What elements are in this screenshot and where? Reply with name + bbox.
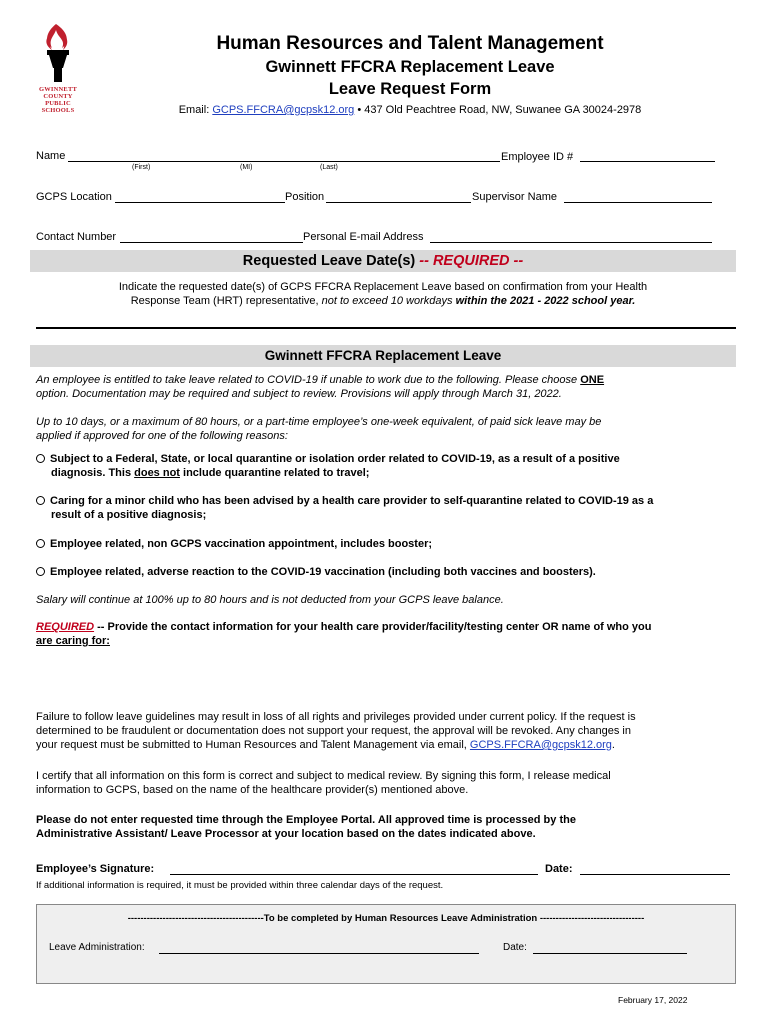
position-field[interactable] (326, 202, 471, 203)
leave-admin-field[interactable] (159, 953, 479, 954)
personal-email-label: Personal E-mail Address (303, 231, 424, 243)
option-quarantine[interactable] (36, 452, 742, 480)
upto-text (36, 415, 742, 443)
supervisor-label: Supervisor Name (472, 191, 557, 203)
upto-line-2: applied if approved for one of the following reasons: (36, 430, 288, 442)
section-divider (36, 327, 736, 329)
required-text: -- Provide the contact information for your health care provider/facility/testing center OR name of who you (94, 621, 652, 633)
intro-text-2: option. Documentation may be required and subject to review. Provisions will apply through March 31, 2022. (36, 388, 562, 400)
option-text: result of a positive diagnosis; (51, 509, 207, 521)
leave-admin-label: Leave Administration: (49, 942, 145, 953)
failure-line: Failure to follow leave guidelines may result in loss of all rights and privileges provided under current policy. If the request is (36, 711, 636, 723)
name-field[interactable] (68, 161, 500, 162)
ffcra-intro (36, 373, 742, 401)
name-label: Name (36, 150, 66, 162)
option-text: Employee related, adverse reaction to the COVID-19 vaccination (including both vaccines and boosters). (50, 566, 596, 578)
requested-dates-header (30, 250, 736, 272)
last-label: (Last) (320, 164, 338, 171)
hr-date-field[interactable] (533, 953, 687, 954)
hr-heading: -------------------------------------------To be completed by Human Resources Leave Administration --------------------------------- (127, 913, 645, 924)
address: • 437 Old Peachtree Road, NW, Suwanee GA 30024-2978 (354, 104, 642, 116)
radio-icon[interactable] (36, 454, 45, 463)
signature-date-field[interactable] (580, 874, 730, 875)
logo-line: GWINNETT (38, 86, 78, 93)
failure-line: your request must be submitted to Human Resources and Talent Management via email, (36, 739, 470, 751)
portal-note (36, 813, 742, 841)
personal-email-field[interactable] (430, 242, 712, 243)
certify-line: information to GCPS, based on the name of the healthcare provider(s) mentioned above. (36, 784, 469, 796)
option-adverse-reaction[interactable] (36, 565, 742, 579)
option-text: Subject to a Federal, State, or local quarantine or isolation order related to COVID-19, as a result of a positive (50, 453, 620, 465)
requested-heading: Requested Leave Date(s) (242, 253, 416, 269)
certify-paragraph (36, 769, 742, 797)
option-vaccination[interactable] (36, 537, 742, 551)
first-label: (First) (132, 164, 151, 171)
employee-id-field[interactable] (580, 161, 715, 162)
logo-line: SCHOOLS (41, 107, 75, 114)
intro-one: ONE (580, 374, 605, 386)
requested-instructions (30, 280, 736, 308)
form-subtitle: Gwinnett FFCRA Replacement Leave (265, 58, 555, 76)
portal-line: Please do not enter requested time through the Employee Portal. All approved time is processed by the (36, 814, 576, 826)
provider-info-field[interactable] (36, 654, 736, 704)
requested-line-2a: Response Team (HRT) representative, (130, 295, 322, 307)
radio-icon[interactable] (36, 539, 45, 548)
position-label: Position (285, 191, 325, 203)
option-text: diagnosis. This (51, 467, 135, 479)
email-prefix: Email: (178, 104, 213, 116)
requested-line-2 (30, 294, 736, 308)
failure-paragraph (36, 710, 742, 752)
location-label: GCPS Location (36, 191, 112, 203)
hr-admin-box (36, 904, 736, 984)
required-label: REQUIRED (36, 621, 95, 633)
location-field[interactable] (115, 202, 285, 203)
logo-line: PUBLIC (45, 100, 71, 107)
signature-note: If additional information is required, it must be provided within three calendar days of the request. (36, 880, 444, 891)
logo-line: COUNTY (43, 93, 73, 100)
intro-text: An employee is entitled to take leave related to COVID-19 if unable to work due to the following. Please choose (36, 374, 581, 386)
requested-line: Indicate the requested date(s) of GCPS FFCRA Replacement Leave based on confirmation from your Health (118, 281, 648, 293)
portal-line: Administrative Assistant/ Leave Processor at your location based on the dates indicated above. (36, 828, 536, 840)
ffcra-header: Gwinnett FFCRA Replacement Leave (30, 345, 736, 367)
failure-line: determined to be fraudulent or documentation does not support your request, the approval will be revoked. Any changes in (36, 725, 631, 737)
signature-label: Employee’s Signature: (36, 863, 155, 875)
required-provider-info (36, 620, 742, 648)
required-marker: -- REQUIRED -- (415, 253, 524, 269)
option-text: Employee related, non GCPS vaccination appointment, includes booster; (50, 538, 433, 550)
option-text: include quarantine related to travel; (179, 467, 370, 479)
page-title: Human Resources and Talent Management (216, 33, 604, 54)
contact-line (0, 104, 770, 116)
option-emphasis: does not (134, 467, 180, 479)
salary-note (36, 593, 742, 607)
radio-icon[interactable] (36, 496, 45, 505)
email-link[interactable]: GCPS.FFCRA@gcpsk12.org (212, 104, 355, 116)
salary-text: Salary will continue at 100% up to 80 hours and is not deducted from your GCPS leave balance. (36, 594, 504, 606)
hr-date-label: Date: (503, 942, 527, 953)
contact-label: Contact Number (36, 231, 117, 243)
radio-icon[interactable] (36, 567, 45, 576)
contact-field[interactable] (120, 242, 303, 243)
supervisor-field[interactable] (564, 202, 712, 203)
signature-field[interactable] (170, 874, 538, 875)
footer-date: February 17, 2022 (618, 995, 688, 1005)
failure-period: . (611, 739, 615, 751)
option-text: Caring for a minor child who has been advised by a health care provider to self-quarantine related to COVID-19 as a (50, 495, 654, 507)
mi-label: (MI) (240, 164, 253, 171)
requested-line-2b: not to exceed 10 workdays (321, 295, 456, 307)
required-text-2: are caring for: (36, 635, 110, 647)
employee-id-label: Employee ID # (501, 151, 574, 163)
requested-line-2c: within the 2021 - 2022 school year. (455, 295, 636, 307)
certify-line: I certify that all information on this form is correct and subject to medical review. By signing this form, I release medical (36, 770, 611, 782)
upto-line: Up to 10 days, or a maximum of 80 hours, or a part-time employee’s one-week equivalent, of paid sick leave may be (36, 416, 602, 428)
signature-date-label: Date: (545, 863, 573, 875)
failure-email-link[interactable]: GCPS.FFCRA@gcpsk12.org (469, 739, 612, 751)
option-caring-child[interactable] (36, 494, 744, 522)
form-subtitle-2: Leave Request Form (328, 80, 492, 98)
